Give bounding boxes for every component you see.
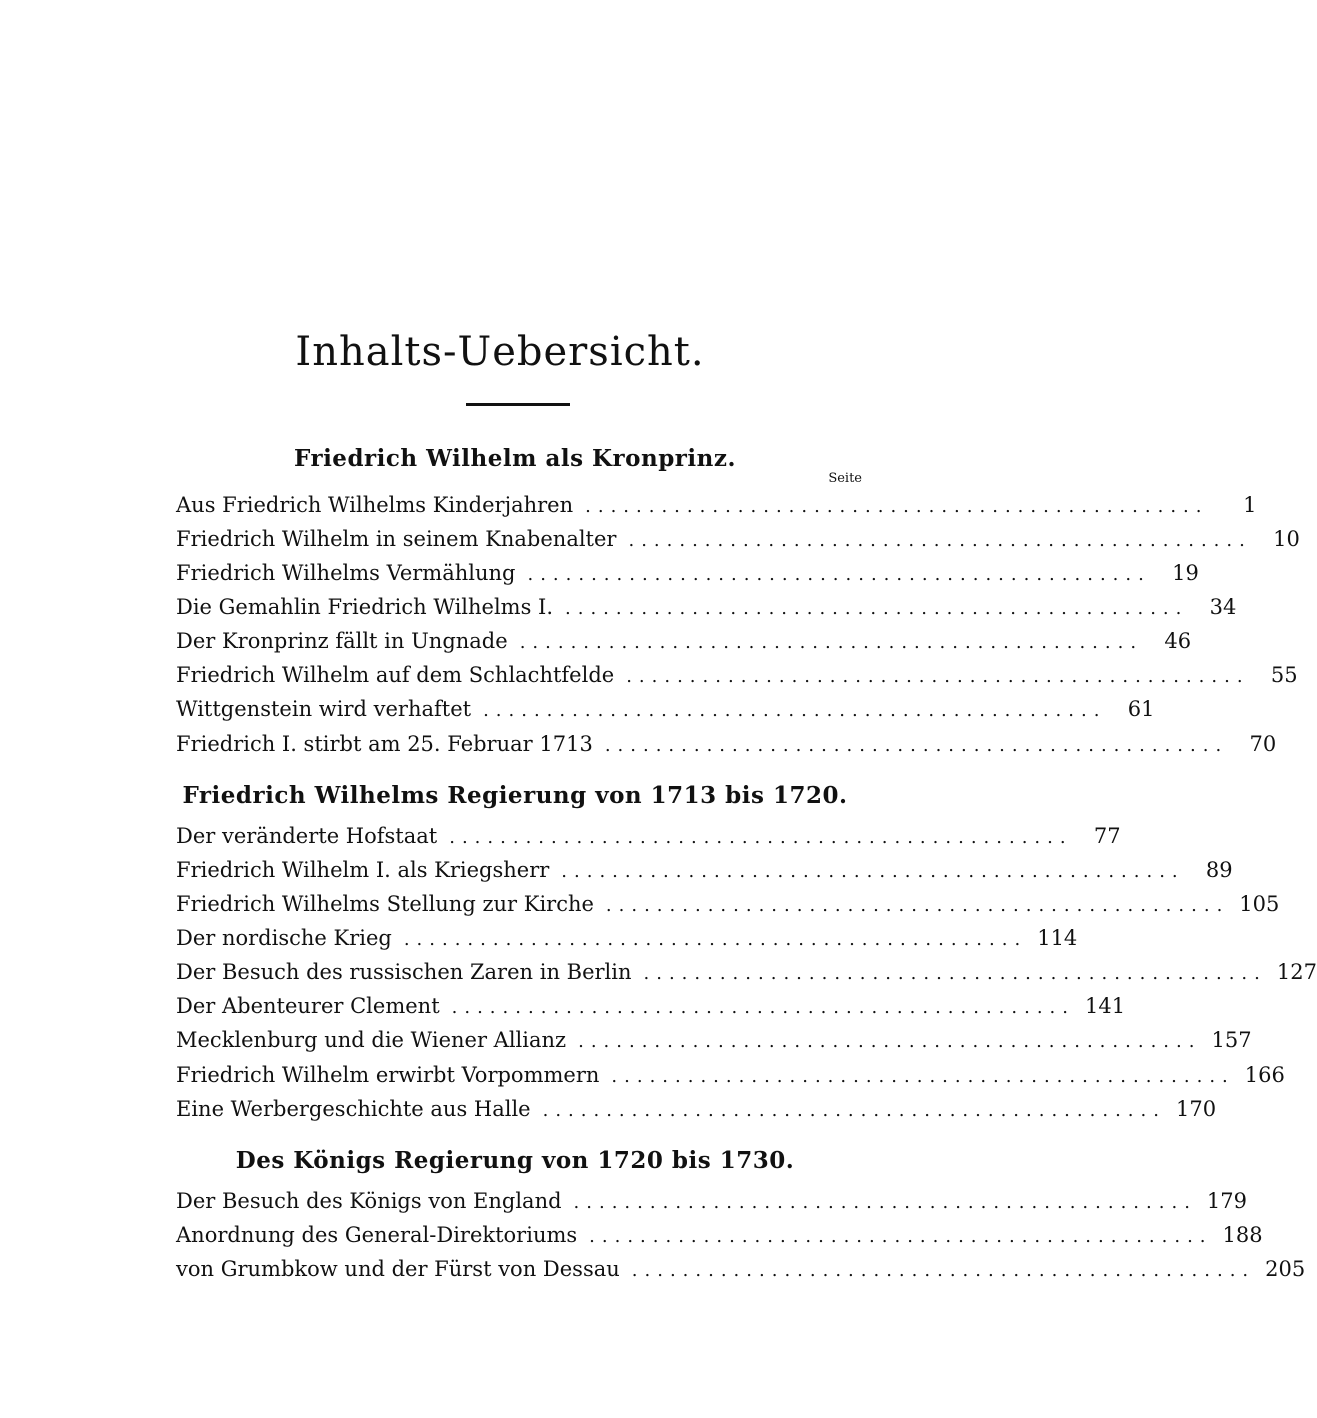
toc-entry-page: 77 — [1093, 824, 1121, 848]
dot-leader: ................................................. — [565, 598, 1189, 619]
toc-entry[interactable] — [176, 1060, 1285, 1090]
toc-entry[interactable] — [176, 855, 1233, 885]
toc-entry-page: 141 — [1085, 994, 1126, 1018]
dot-leader: ................................................. — [589, 1226, 1213, 1247]
toc-entry-page: 70 — [1249, 732, 1277, 756]
dot-leader: ................................................. — [527, 564, 1151, 585]
toc-entry[interactable] — [176, 1094, 1217, 1124]
dot-leader: ................................................. — [611, 1066, 1235, 1087]
toc-entry-page: 1 — [1243, 493, 1257, 517]
dot-leader: ................................................. — [519, 632, 1144, 653]
toc-entry-page: 170 — [1175, 1097, 1217, 1121]
toc-entry-title: Mecklenburg und die Wiener Allianz — [176, 1028, 567, 1052]
dot-leader: ................................................. — [628, 530, 1252, 551]
toc-entry-title: Der veränderte Hofstaat — [176, 824, 438, 848]
toc-entry-title: Friedrich Wilhelm erwirbt Vorpommern — [176, 1063, 600, 1087]
toc-entry-title: Friedrich Wilhelms Stellung zur Kirche — [176, 892, 594, 916]
toc-entry-title: Friedrich Wilhelm auf dem Schlachtfelde — [176, 663, 615, 687]
toc-entry-page: 114 — [1037, 926, 1078, 950]
toc-entry[interactable] — [176, 490, 1257, 520]
toc-entry-title: Die Gemahlin Friedrich Wilhelms I. — [176, 595, 554, 619]
dot-leader: ................................................. — [403, 929, 1028, 950]
toc-entry[interactable] — [176, 592, 1237, 622]
toc-entry-title: Friedrich I. stirbt am 25. Februar 1713 — [176, 732, 593, 756]
toc-entry-page: 10 — [1273, 527, 1300, 551]
section-heading-2: Friedrich Wilhelms Regierung von 1713 bis 1720. — [182, 782, 848, 809]
toc-entry[interactable] — [176, 821, 1121, 851]
toc-entry-title: von Grumbkow und der Fürst von Dessau — [176, 1257, 620, 1281]
section-heading-3: Des Königs Regierung von 1720 bis 1730. — [235, 1147, 795, 1174]
dot-leader: ................................................. — [573, 1192, 1197, 1213]
dot-leader: ................................................. — [604, 735, 1229, 756]
toc-entry-page: 89 — [1205, 858, 1233, 882]
toc-entry[interactable] — [176, 558, 1199, 588]
toc-entry-title: Friedrich Wilhelm I. als Kriegsherr — [176, 858, 550, 882]
dot-leader: ................................................. — [605, 895, 1230, 916]
toc-entry[interactable] — [176, 1220, 1263, 1250]
dot-leader: ................................................. — [643, 963, 1267, 984]
toc-entry-page: 188 — [1222, 1223, 1263, 1247]
toc-entry-page: 166 — [1244, 1063, 1285, 1087]
toc-entry-page: 61 — [1127, 697, 1155, 721]
dot-leader: ................................................. — [449, 827, 1073, 848]
dot-leader: ................................................. — [626, 666, 1250, 687]
toc-entry[interactable] — [176, 1254, 1306, 1284]
dot-leader: ................................................. — [561, 861, 1185, 882]
toc-entry[interactable] — [176, 1025, 1252, 1055]
toc-entry-title: Friedrich Wilhelms Vermählung — [176, 561, 516, 585]
toc-entry[interactable] — [176, 923, 1078, 953]
toc-entry-title: Der Besuch des Königs von England — [176, 1189, 562, 1213]
toc-entry-page: 105 — [1239, 892, 1280, 916]
toc-entry-title: Der Abenteurer Clement — [176, 994, 440, 1018]
toc-entry-page: 46 — [1164, 629, 1192, 653]
dot-leader: ................................................. — [631, 1260, 1256, 1281]
toc-entry-title: Friedrich Wilhelm in seinem Knabenalter — [176, 527, 617, 551]
toc-entry-title: Der Kronprinz fällt in Ungnade — [176, 629, 508, 653]
toc-entry-title: Wittgenstein wird verhaftet — [176, 697, 472, 721]
toc-entry[interactable] — [176, 694, 1155, 724]
dot-leader: ................................................. — [483, 700, 1107, 721]
toc-entry-title: Der Besuch des russischen Zaren in Berlin — [176, 960, 632, 984]
toc-entry[interactable] — [176, 957, 1317, 987]
toc-entry[interactable] — [176, 660, 1298, 690]
toc-entry-title: Der nordische Krieg — [176, 926, 392, 950]
page-column-label: Seite — [828, 471, 862, 486]
toc-entry-title: Anordnung des General-Direktoriums — [176, 1223, 578, 1247]
toc-entry[interactable] — [176, 729, 1277, 759]
toc-entry-page: 205 — [1265, 1257, 1306, 1281]
toc-entry-page: 55 — [1270, 663, 1298, 687]
toc-entry[interactable] — [176, 626, 1192, 656]
toc-entry[interactable] — [176, 1186, 1248, 1216]
dot-leader: ................................................. — [578, 1031, 1202, 1052]
toc-entry-page: 179 — [1206, 1189, 1248, 1213]
toc-entry-title: Aus Friedrich Wilhelms Kinderjahren — [176, 493, 574, 517]
toc-entry-page: 157 — [1211, 1028, 1252, 1052]
toc-entry[interactable] — [176, 991, 1126, 1021]
toc-entry-title: Eine Werbergeschichte aus Halle — [176, 1097, 531, 1121]
toc-entry[interactable] — [176, 524, 1300, 554]
page-title: Inhalts-Uebersicht. — [295, 329, 705, 375]
toc-entry-page: 127 — [1276, 960, 1317, 984]
toc-entry[interactable] — [176, 889, 1280, 919]
section-heading-1: Friedrich Wilhelm als Kronprinz. — [294, 445, 736, 472]
dot-leader: ................................................. — [542, 1100, 1166, 1121]
title-rule — [466, 403, 570, 406]
dot-leader: ................................................. — [451, 997, 1076, 1018]
toc-entry-page: 19 — [1172, 561, 1199, 585]
dot-leader: ................................................. — [585, 496, 1209, 517]
toc-entry-page: 34 — [1209, 595, 1237, 619]
